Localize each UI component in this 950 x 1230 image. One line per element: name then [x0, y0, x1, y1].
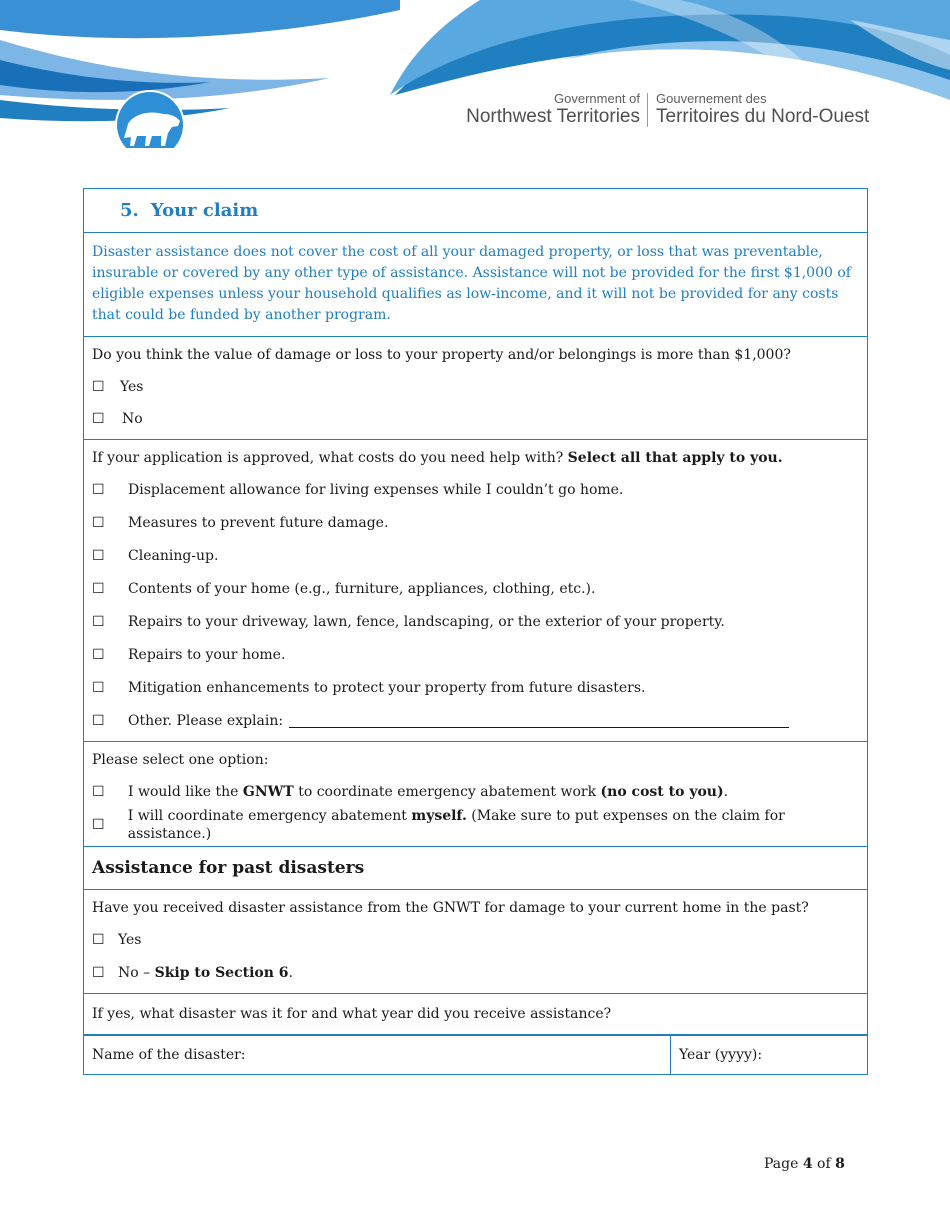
question-text: Have you received disaster assistance from the GNWT for damage to your current home in the past? [92, 900, 809, 916]
disaster-year-label: Year (yyyy): [679, 1047, 763, 1063]
option-label: Yes [120, 378, 144, 395]
option-gnwt-coordinate[interactable] [92, 775, 859, 808]
option-prevent-damage[interactable] [92, 506, 859, 539]
option-label: Other. Please explain: [128, 712, 284, 729]
checkbox-icon[interactable]: ☐ [92, 514, 105, 531]
question-text: Do you think the value of damage or loss to your property and/or belongings is more than $1,000? [92, 347, 791, 363]
checkbox-icon[interactable]: ☐ [92, 378, 105, 395]
option-text: to coordinate emergency abatement work [293, 783, 601, 800]
checkbox-icon[interactable]: ☐ [92, 646, 105, 663]
header-wave-banner [0, 0, 950, 165]
option-text: (Make sure to put expenses on the claim for assistance.) [127, 807, 785, 842]
disaster-name-field[interactable] [84, 1036, 671, 1074]
checkbox-icon[interactable]: ☐ [92, 547, 105, 564]
option-yes[interactable] [92, 370, 859, 403]
option-text-bold: myself. [411, 807, 467, 824]
option-label: Measures to prevent future damage. [128, 514, 389, 531]
checkbox-icon[interactable]: ☐ [92, 679, 105, 696]
option-displacement[interactable] [92, 473, 859, 506]
question-text [92, 440, 859, 473]
claim-form [83, 188, 868, 1075]
gov-divider [647, 93, 648, 127]
option-no[interactable] [92, 403, 859, 435]
option-self-coordinate[interactable] [92, 808, 859, 841]
question-text-regular: If your application is approved, what costs do you need help with? [92, 450, 568, 466]
checkbox-icon[interactable]: ☐ [92, 783, 105, 800]
option-exterior-repairs[interactable] [92, 605, 859, 638]
page-footer [764, 1156, 845, 1172]
question-abatement [84, 741, 867, 846]
page-label: Page [764, 1156, 803, 1172]
option-text: . [288, 964, 293, 981]
other-explain-field[interactable] [289, 713, 789, 728]
option-contents[interactable] [92, 572, 859, 605]
option-no[interactable] [92, 956, 859, 989]
option-label [128, 807, 859, 843]
option-text-bold: Skip to Section 6 [154, 964, 289, 981]
option-label: Yes [118, 931, 142, 948]
option-label: No [122, 411, 143, 427]
checkbox-icon[interactable]: ☐ [92, 411, 105, 427]
option-other[interactable] [92, 704, 859, 737]
option-text: I would like the [128, 783, 243, 800]
option-cleaning[interactable] [92, 539, 859, 572]
gov-fr-small: Gouvernement des [656, 91, 767, 106]
gov-name-french [656, 91, 886, 128]
question-text: Please select one option: [92, 752, 269, 768]
past-disasters-heading: Assistance for past disasters [84, 846, 867, 889]
option-label: Displacement allowance for living expenses while I couldn’t go home. [128, 481, 624, 498]
page-header [0, 0, 950, 165]
section-number: 5. [120, 200, 139, 221]
option-label: Repairs to your driveway, lawn, fence, landscaping, or the exterior of your property. [128, 613, 725, 630]
gov-en-big: Northwest Territories [466, 106, 640, 127]
option-text-bold: (no cost to you) [600, 783, 724, 800]
option-mitigation[interactable] [92, 671, 859, 704]
section-title-text: Your claim [150, 200, 259, 221]
page-number: 4 [802, 1156, 813, 1172]
past-disaster-fields [84, 1034, 867, 1074]
disaster-name-label: Name of the disaster: [92, 1047, 246, 1063]
option-label: Cleaning-up. [128, 547, 219, 564]
followup-question: If yes, what disaster was it for and what year did you receive assistance? [84, 993, 867, 1034]
option-label [118, 964, 293, 982]
option-label: Repairs to your home. [128, 646, 286, 663]
gov-en-small: Government of [554, 91, 640, 106]
option-text: I will coordinate emergency abatement [127, 807, 412, 824]
option-text: No – [118, 964, 155, 981]
checkbox-icon[interactable]: ☐ [92, 580, 105, 597]
option-yes[interactable] [92, 923, 859, 956]
checkbox-icon[interactable]: ☐ [92, 964, 105, 981]
checkbox-icon[interactable]: ☐ [92, 712, 105, 729]
gov-fr-big: Territoires du Nord-Ouest [656, 106, 870, 127]
question-past-assistance [84, 889, 867, 993]
of-label: of [812, 1156, 836, 1172]
option-label: Contents of your home (e.g., furniture, appliances, clothing, etc.). [128, 580, 596, 597]
question-damage-value [84, 336, 867, 439]
checkbox-icon[interactable]: ☐ [92, 931, 105, 948]
checkbox-icon[interactable]: ☐ [92, 481, 105, 498]
option-text-bold: GNWT [242, 783, 294, 800]
checkbox-icon[interactable]: ☐ [92, 613, 105, 630]
page-total: 8 [835, 1156, 845, 1172]
option-label [128, 783, 728, 801]
question-costs [84, 439, 867, 741]
option-text: . [723, 783, 729, 800]
option-label: Mitigation enhancements to protect your property from future disasters. [128, 679, 646, 696]
option-home-repairs[interactable] [92, 638, 859, 671]
question-text-bold: Select all that apply to you. [567, 450, 783, 466]
checkbox-icon[interactable]: ☐ [92, 816, 105, 833]
section-intro: Disaster assistance does not cover the cost of all your damaged property, or loss that was preventable, insurable or covered by any other type of assistance. Assistance will not be provided for the first $1,000 of eligible expenses unless your household qualifies as low-income, and it will not be provided for any costs that could be funded by another program. [84, 232, 867, 336]
section-title [84, 189, 867, 232]
disaster-year-field[interactable] [671, 1036, 762, 1074]
gov-name-english [440, 91, 640, 128]
